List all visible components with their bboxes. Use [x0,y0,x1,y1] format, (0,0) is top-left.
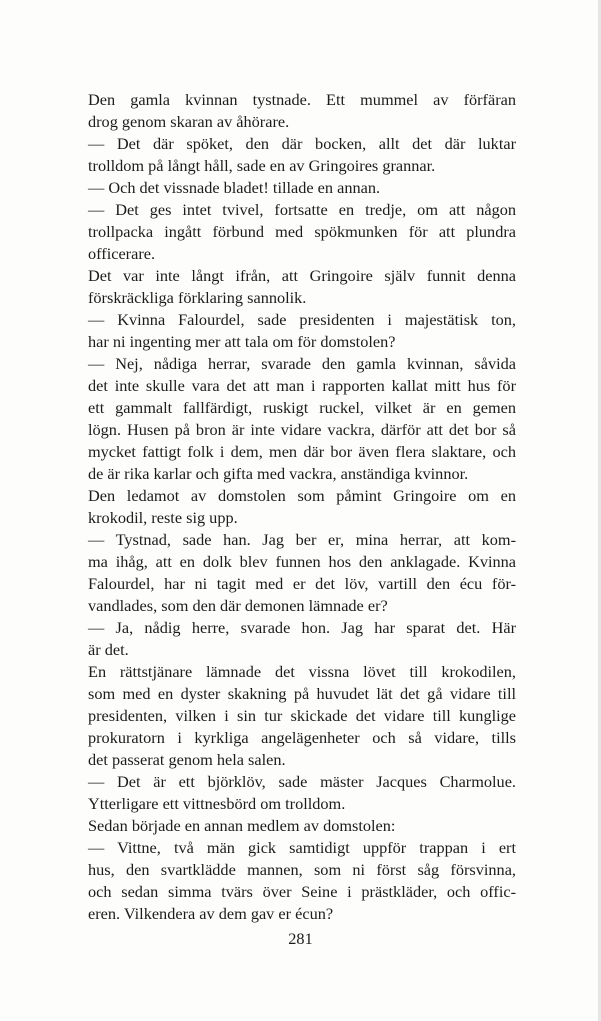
text-line: krokodil, reste sig upp. [88,508,238,527]
text-line: som med en dyster skakning på huvudet lät det gå vidare till [88,684,516,703]
text-line: — Tystnad, sade han. Jag ber er, mina herrar, att kom- [88,530,516,549]
text-line: mycket fattigt folk i dem, men där bor även flera slaktare, och [88,442,516,461]
text-line: Falourdel, har ni tagit med er det löv, vartill den écu för- [88,574,516,593]
text-line: Sedan började en annan medlem av domstolen: [88,816,396,835]
text-line: de är rika karlar och gifta med vackra, anständiga kvinnor. [88,464,469,483]
text-line: officerare. [88,244,156,263]
text-line: — Det ges intet tvivel, fortsatte en tredje, om att någon [88,200,516,219]
text-line: — Det är ett björklöv, sade mäster Jacques Charmolue. [88,772,516,791]
text-line: — Ja, nådig herre, svarade hon. Jag har sparat det. Här [88,618,516,637]
text-line: Ytterligare ett vittnesbörd om trolldom. [88,794,346,813]
text-line: förskräckliga förklaring sannolik. [88,288,307,307]
text-line: — Det där spöket, den där bocken, allt det där luktar [88,134,516,153]
text-line: drog genom skaran av åhörare. [88,112,290,131]
text-line: Den gamla kvinnan tystnade. Ett mummel av förfäran [88,90,516,109]
text-line: prokuratorn i kyrkliga angelägenheter och så vidare, tills [88,728,516,747]
text-line: — Och det vissnade bladet! tillade en annan. [88,178,381,197]
text-line: eren. Vilkendera av dem gav er écun? [88,904,334,923]
body-text [88,89,516,925]
text-line: — Kvinna Falourdel, sade presidenten i majestätisk ton, [88,310,516,329]
text-line: det inte skulle vara det att man i rapporten kallat mitt hus för [88,376,516,395]
text-line: Det var inte långt ifrån, att Gringoire själv funnit denna [88,266,516,285]
text-line: har ni ingenting mer att tala om för domstolen? [88,332,396,351]
text-line: presidenten, vilken i sin tur skickade det vidare till kunglige [88,706,516,725]
text-line: vandlades, som den där demonen lämnade er? [88,596,388,615]
text-line: är det. [88,640,129,659]
text-line: och sedan simma tvärs över Seine i prästkläder, och offic- [88,882,516,901]
text-line: En rättstjänare lämnade det vissna lövet till krokodilen, [88,662,516,681]
text-line: hus, den svartklädde mannen, som ni först såg försvinna, [88,860,516,879]
text-line: det passerat genom hela salen. [88,750,286,769]
text-line: Den ledamot av domstolen som påmint Gringoire om en [88,486,516,505]
text-line: trolldom på långt håll, sade en av Gringoires grannar. [88,156,436,175]
text-line: — Nej, nådiga herrar, svarade den gamla kvinnan, såvida [88,354,516,373]
text-line: ett gammalt fallfärdigt, ruskigt ruckel, vilket är en gemen [88,398,516,417]
page-number: 281 [288,929,313,948]
text-line: trollpacka ingått förbund med spökmunken för att plundra [88,222,516,241]
text-line: lögn. Husen på bron är inte vidare vackra, därför att det bor så [88,420,516,439]
text-line: — Vittne, två män gick samtidigt uppför trappan i ert [88,838,516,857]
text-line: ma ihåg, att en dolk blev funnen hos den anklagade. Kvinna [88,552,516,571]
